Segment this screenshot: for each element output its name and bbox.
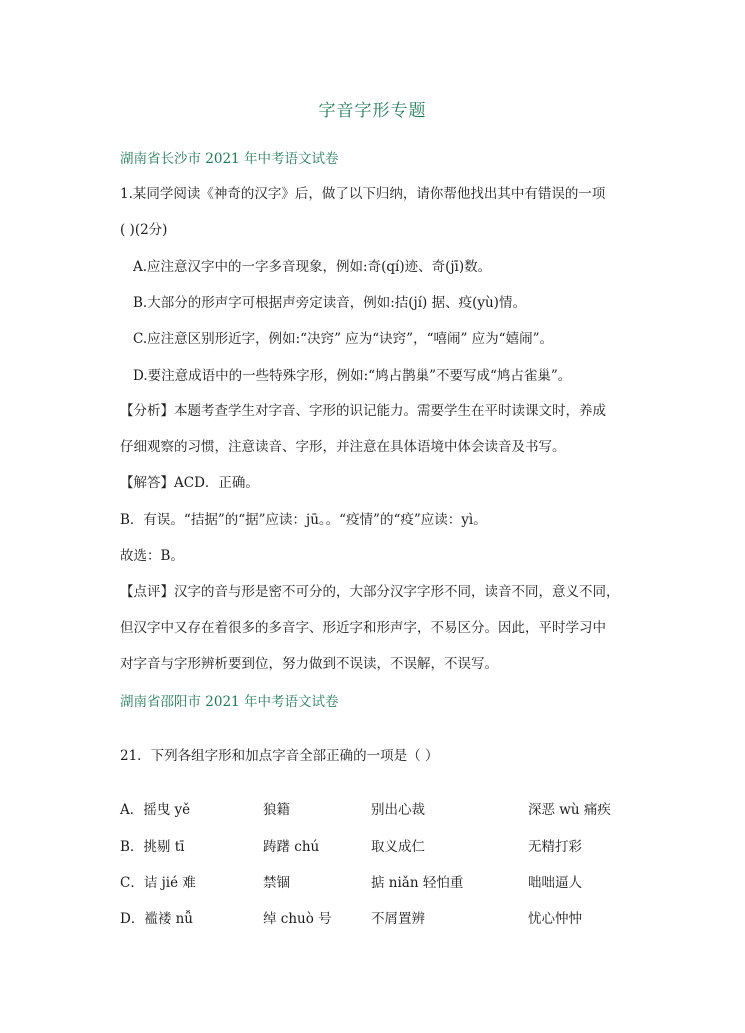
answer-line-2: B．有误。“拮据”的“据”应读：jū。。“疫情”的“疫”应读：yì。: [120, 512, 487, 528]
choice-cell: 禁锢: [263, 875, 290, 891]
question-1-score: ( )(2分): [120, 222, 168, 238]
choice-cell: 咄咄逼人: [528, 875, 582, 891]
comment-line-2: 但汉字中又存在着很多的多音字、形近字和形声字，不易区分。因此，平时学习中: [120, 620, 606, 636]
section-heading-shaoyang: 湖南省邵阳市 2021 年中考语文试卷: [120, 694, 339, 710]
analysis-line-2: 仔细观察的习惯，注意读音、字形，并注意在具体语境中体会读音及书写。: [120, 439, 566, 455]
question-1-text: 1.某同学阅读《神奇的汉字》后，做了以下归纳，请你帮他找出其中有错误的一项: [120, 186, 606, 202]
option-b: B.大部分的形声字可根据声旁定读音，例如:拮(jí) 据、疫(yù)情。: [133, 295, 526, 311]
choice-cell: 绰 chuò 号: [263, 911, 332, 927]
choice-cell: 踌躇 chú: [263, 839, 320, 855]
section-heading-changsha: 湖南省长沙市 2021 年中考语文试卷: [120, 151, 339, 167]
choice-cell: 掂 niǎn 轻怕重: [371, 875, 464, 891]
question-21-text: 21．下列各组字形和加点字音全部正确的一项是（ ）: [120, 748, 439, 764]
choice-row-d: [120, 907, 640, 927]
answer-line-1: 【解答】ACD．正确。: [120, 475, 259, 491]
option-d: D.要注意成语中的一些特殊字形，例如:“鸠占鹊巢”不要写成“鸠占雀巢”。: [133, 368, 572, 384]
option-c: C.应注意区别形近字，例如:“决窍” 应为“诀窍”，“嘻闹” 应为“嬉闹”。: [133, 331, 553, 347]
option-a: A.应注意汉字中的一字多音现象，例如:奇(qí)迹、奇(jī)数。: [133, 259, 492, 275]
choice-cell: D．褴褛 nǚ: [120, 911, 194, 927]
choice-cell: 深恶 wù 痛疾: [528, 802, 611, 818]
choice-row-b: [120, 835, 640, 855]
choice-row-a: [120, 798, 640, 818]
analysis-line-1: 【分析】本题考查学生对字音、字形的识记能力。需要学生在平时读课文时，养成: [120, 403, 606, 419]
comment-line-3: 对字音与字形辨析要到位，努力做到不误读，不误解，不误写。: [120, 656, 498, 672]
choice-row-c: [120, 871, 640, 891]
choice-cell: B．挑剔 tī: [120, 839, 185, 855]
answer-line-3: 故选：B。: [120, 548, 184, 564]
choice-cell: 狼籍: [263, 802, 290, 818]
choice-cell: 无精打彩: [528, 839, 582, 855]
choice-cell: 不屑置辨: [371, 911, 425, 927]
page-title: 字音字形专题: [318, 101, 427, 121]
comment-line-1: 【点评】汉字的音与形是密不可分的，大部分汉字字形不同，读音不同，意义不同，: [120, 584, 620, 600]
choice-cell: 别出心裁: [371, 802, 425, 818]
choice-cell: A．摇曳 yě: [120, 802, 191, 818]
choice-cell: C．诘 jié 难: [120, 875, 196, 891]
choice-cell: 取义成仁: [371, 839, 425, 855]
choice-cell: 忧心忡忡: [528, 911, 582, 927]
